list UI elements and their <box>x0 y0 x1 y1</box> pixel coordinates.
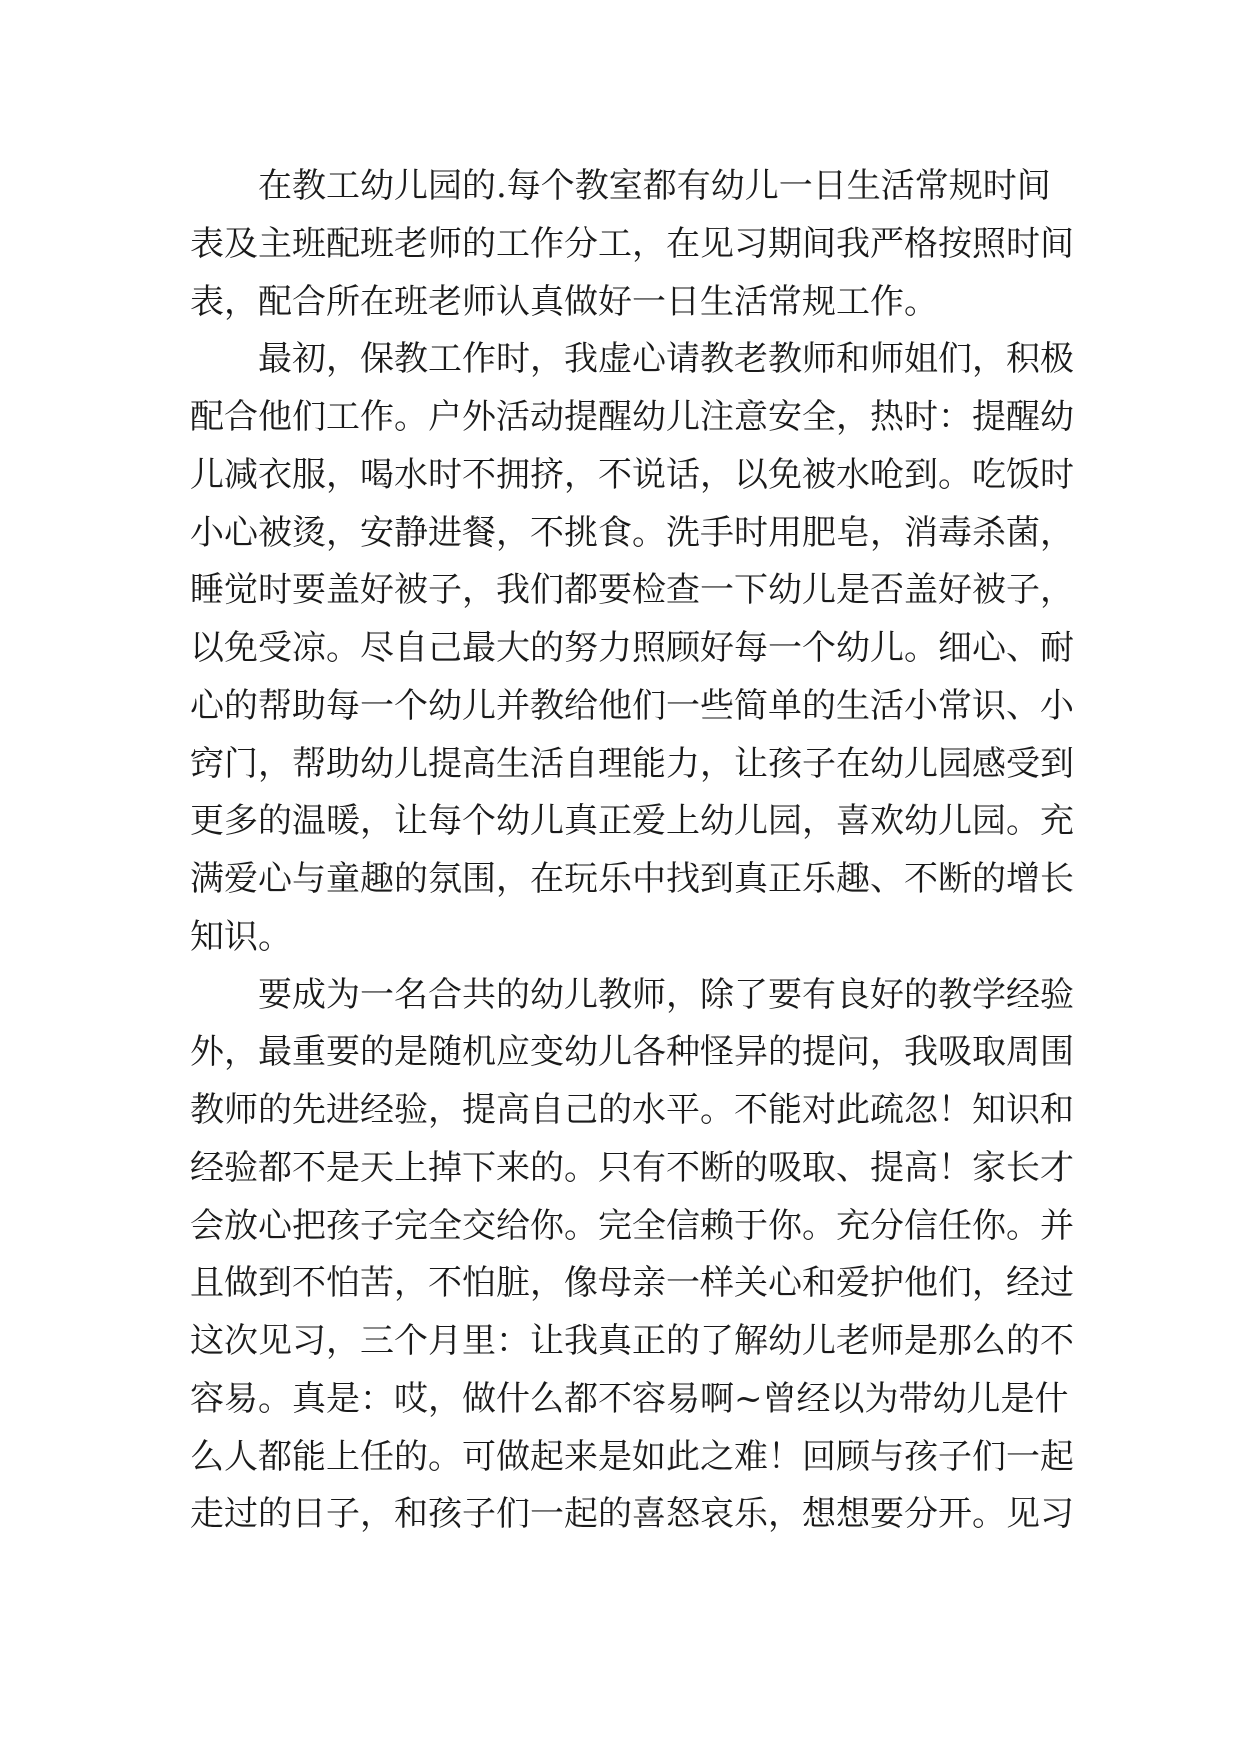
text-line: 在教工幼儿园的.每个教室都有幼儿一日生活常规时间 <box>190 166 1051 206</box>
paragraph-1 <box>190 158 1074 331</box>
text-line: 以免受凉。尽自己最大的努力照顾好每一个幼儿。细心、耐 <box>190 628 1074 668</box>
text-line: 小心被烫，安静进餐，不挑食。洗手时用肥皂，消毒杀菌， <box>190 512 1074 553</box>
paragraph-2 <box>190 331 1074 966</box>
text-line: 配合他们工作。户外活动提醒幼儿注意安全，热时：提醒幼 <box>190 397 1074 437</box>
text-line: 且做到不怕苦，不怕脏，像母亲一样关心和爱护他们，经过 <box>190 1263 1074 1304</box>
text-line: 么人都能上任的。可做起来是如此之难！回顾与孩子们一起 <box>190 1436 1074 1477</box>
text-line: 睡觉时要盖好被子，我们都要检查一下幼儿是否盖好被子， <box>190 570 1074 611</box>
text-line: 满爱心与童趣的氛围，在玩乐中找到真正乐趣、不断的增长 <box>190 859 1074 899</box>
text-line: 知识。 <box>190 916 292 957</box>
text-line: 心的帮助每一个幼儿并教给他们一些简单的生活小常识、小 <box>190 685 1074 726</box>
text-line: 表及主班配班老师的工作分工，在见习期间我严格按照时间 <box>190 223 1074 264</box>
text-line: 外，最重要的是随机应变幼儿各种怪异的提问，我吸取周围 <box>190 1032 1074 1073</box>
text-line: 儿减衣服，喝水时不拥挤，不说话，以免被水呛到。吃饭时 <box>190 454 1074 495</box>
text-line: 这次见习，三个月里：让我真正的了解幼儿老师是那么的不 <box>190 1321 1074 1361</box>
text-line: 教师的先进经验，提高自己的水平。不能对此疏忽！知识和 <box>190 1090 1074 1130</box>
document-body <box>190 158 1074 1544</box>
text-line: 要成为一名合共的幼儿教师，除了要有良好的教学经验 <box>190 974 1074 1015</box>
text-line: 表，配合所在班老师认真做好一日生活常规工作。 <box>190 281 938 322</box>
text-line: 会放心把孩子完全交给你。完全信赖于你。充分信任你。并 <box>190 1205 1074 1246</box>
text-line: 容易。真是：哎，做什么都不容易啊~曾经以为带幼儿是什 <box>190 1378 1069 1419</box>
text-line: 更多的温暖，让每个幼儿真正爱上幼儿园，喜欢幼儿园。充 <box>190 801 1074 842</box>
paragraph-3 <box>190 967 1074 1545</box>
text-line: 经验都不是天上掉下来的。只有不断的吸取、提高！家长才 <box>190 1147 1074 1188</box>
text-line: 最初，保教工作时，我虚心请教老教师和师姐们，积极 <box>190 339 1074 380</box>
text-line: 走过的日子，和孩子们一起的喜怒哀乐，想想要分开。见习 <box>190 1494 1074 1535</box>
text-line: 窍门，帮助幼儿提高生活自理能力，让孩子在幼儿园感受到 <box>190 743 1074 784</box>
